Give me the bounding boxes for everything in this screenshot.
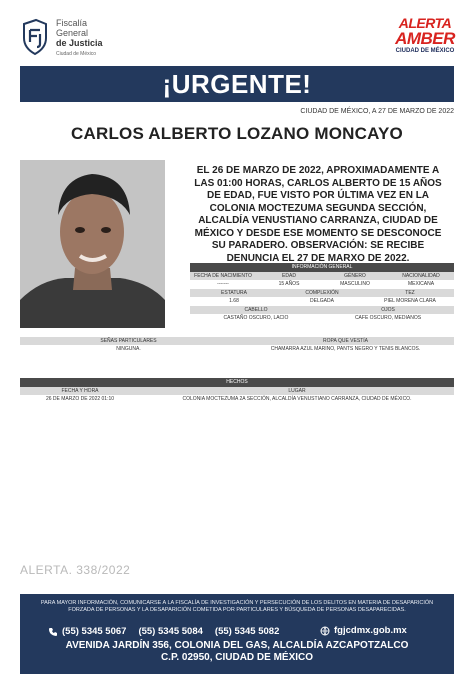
header-cell: FECHA DE NACIMIENTO	[194, 273, 252, 279]
general-info-table	[190, 263, 454, 323]
value-cell: CHAMARRA AZUL MARINO, PANTS NEGRO Y TENIS BLANCOS.	[270, 346, 421, 352]
address-line: AVENIDA JARDÍN 356, COLONIA DEL GAS, ALCALDÍA AZCAPOTZALCO	[65, 640, 409, 651]
alerta-amber-logo: ALERTA AMBER CIUDAD DE MÉXICO	[395, 15, 455, 54]
fgj-logo-text: Fiscalía General de Justicia Ciudad de México	[56, 18, 103, 57]
value-cell: COLONIA MOCTEZUMA 2A SECCIÓN, ALCALDÍA VENUSTIANO CARRANZA, CIUDAD DE MÉXICO.	[182, 396, 412, 402]
header-cell: NACIONALIDAD	[402, 273, 440, 279]
address-line: C.P. 02950, CIUDAD DE MÉXICO	[160, 652, 314, 663]
footer-address	[20, 640, 454, 664]
header-cell: TEZ	[405, 290, 415, 296]
header-cell: ROPA QUE VESTÍA	[323, 338, 368, 344]
senas-header-row	[20, 337, 454, 345]
phone-number[interactable]: (55) 5345 5084	[138, 626, 203, 637]
alert-number: ALERTA. 338/2022	[20, 563, 131, 577]
value-cell: 1.68	[229, 298, 239, 304]
value-cell: MEXICANA	[407, 281, 435, 287]
footer-phones	[48, 626, 291, 637]
distinguishing-marks-table	[20, 337, 454, 354]
case-description: EL 26 DE MARZO DE 2022, APROXIMADAMENTE A LAS 01:00 HORAS, CARLOS ALBERTO DE 15 AÑOS DE EDAD, FUE VISTO POR ÚLTIMA VEZ EN LA COLONIA MOCTEZUMA SEGUNDA SECCIÓN, ALCALDÍA VENUSTIANO CARRANZA, CIUDAD DE MÉXICO Y DESDE ESE MOMENTO SE DESCONOCE SU PARADERO. OBSERVACIÓN: SE RECIBE DENUNCIA EL 27 DE MARXO DE 2022.	[194, 165, 442, 264]
phone-number[interactable]: (55) 5345 5067	[62, 626, 127, 637]
globe-icon	[320, 626, 330, 636]
value-cell: MASCULINO	[340, 281, 370, 287]
phone-icon	[48, 627, 58, 637]
person-photo	[20, 160, 165, 328]
header-cell: COMPLEXIÓN	[305, 290, 339, 296]
general-info-row	[190, 314, 454, 323]
senas-row	[20, 345, 454, 354]
facts-title: HECHOS	[20, 378, 454, 387]
value-cell: 26 DE MARZO DE 2022 01:10	[45, 396, 115, 402]
value-cell: 15 AÑOS	[278, 281, 300, 287]
value-cell: PIEL MORENA CLARA	[384, 298, 436, 304]
urgent-banner: ¡URGENTE!	[20, 66, 454, 102]
general-info-header-row	[190, 272, 454, 280]
value-cell: -------	[217, 281, 229, 287]
header-cell: FECHA Y HORA	[61, 388, 99, 394]
header-cell: GÉNERO	[344, 273, 366, 279]
value-cell: NINGUNA.	[116, 346, 141, 352]
general-info-row	[190, 280, 454, 289]
header	[0, 0, 474, 66]
facts-header-row	[20, 387, 454, 395]
header-cell: OJOS	[381, 307, 395, 313]
header-cell: LUGAR	[288, 388, 306, 394]
value-cell: CAFE OSCURO, MEDIANOS	[354, 315, 422, 321]
value-cell: DELGADA	[310, 298, 334, 304]
header-cell: CABELLO	[244, 307, 268, 313]
general-info-title: INFORMACIÓN GENERAL	[190, 263, 454, 272]
header-cell: EDAD	[282, 273, 296, 279]
issue-date: CIUDAD DE MÉXICO, A 27 DE MARZO DE 2022	[300, 108, 454, 115]
header-cell: SEÑAS PARTICULARES	[100, 338, 157, 344]
facts-row	[20, 395, 454, 404]
header-cell: ESTATURA	[221, 290, 247, 296]
footer	[20, 594, 454, 674]
person-name: CARLOS ALBERTO LOZANO MONCAYO	[71, 124, 403, 143]
general-info-header-row	[190, 289, 454, 297]
footer-info: PARA MAYOR INFORMACIÓN, COMUNICARSE A LA FISCALÍA DE INVESTIGACIÓN Y PERSECUCIÓN DE LOS DELITOS EN MATERIA DE DESAPARICIÓN FORZADA DE PERSONAS Y LA DESAPARICIÓN COMETIDA POR PARTICULARES Y BÚSQUEDA DE PERSONAS DESAPARECIDAS.	[40, 600, 434, 613]
facts-table	[20, 378, 454, 404]
person-photo-image	[20, 160, 165, 328]
website-link[interactable]: fgjcdmx.gob.mx	[334, 625, 407, 636]
fgj-emblem-icon	[20, 18, 50, 56]
fgj-logo	[20, 18, 140, 62]
footer-web	[320, 625, 407, 636]
general-info-header-row	[190, 306, 454, 314]
phone-number[interactable]: (55) 5345 5082	[214, 626, 280, 637]
general-info-row	[190, 297, 454, 306]
value-cell: CASTAÑO OSCURO, LACIO	[223, 315, 289, 321]
